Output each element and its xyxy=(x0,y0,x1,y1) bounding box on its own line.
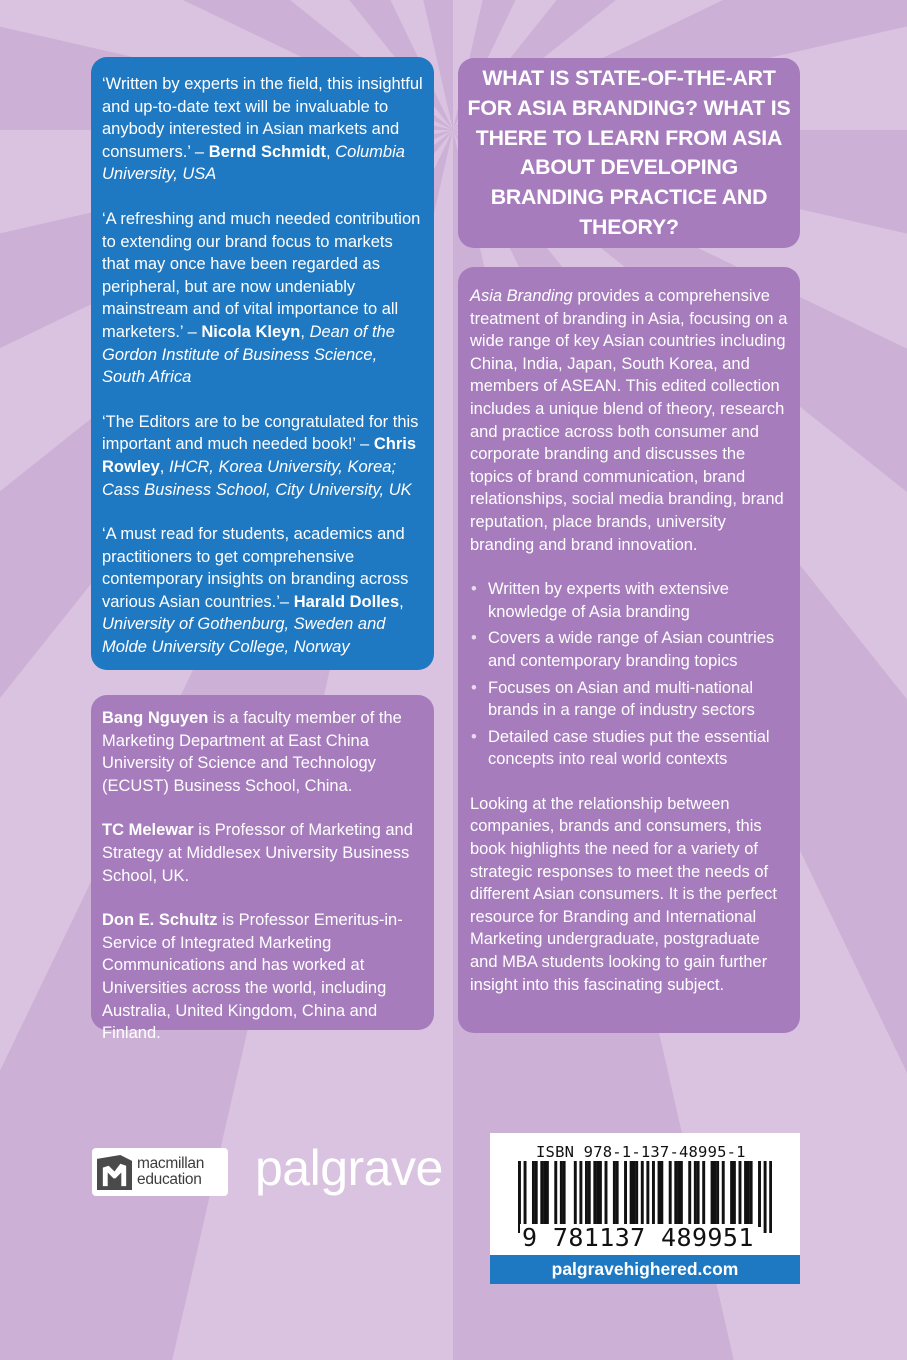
barcode-bar xyxy=(518,1161,521,1233)
endorser-affiliation: Dean of the Gordon Institute of Business Science, South Africa xyxy=(102,322,395,387)
endorser-affiliation: University of Gothenburg, Sweden and Molde University College, Norway xyxy=(102,615,386,657)
description-intro: Asia Branding provides a comprehensive treatment of branding in Asia, focusing on a wide range of key Asian countries including China, India, Japan, South Korea, and members of ASEAN. This edited collection includes a unique blend of theory, research and practice across both consumer and corporate branding and discusses the topics of brand communication, brand relationships, social media branding, brand reputation, place brands, university branding and brand innovation. xyxy=(470,287,788,554)
endorser-name: Nicola Kleyn xyxy=(201,322,301,341)
barcode-bar xyxy=(747,1161,750,1227)
endorser-affiliation: IHCR, Korea University, Korea; Cass Business School, City University, UK xyxy=(102,457,412,499)
barcode-bar xyxy=(744,1161,747,1227)
macmillan-m-icon xyxy=(97,1155,132,1190)
barcode-bar xyxy=(669,1161,672,1227)
barcode-bar xyxy=(730,1161,733,1227)
description-panel xyxy=(458,267,800,1033)
barcode-bar xyxy=(702,1161,705,1227)
endorsement-quote: ‘Written by experts in the field, this insightful and up-to-date text will be invaluable to anybody interested in Asian markets and consumers.’ – Bernd Schmidt, Columbia University, USA xyxy=(102,75,423,184)
barcode-bar xyxy=(605,1161,608,1227)
barcode-bar xyxy=(616,1161,619,1227)
barcode-bar xyxy=(716,1161,719,1227)
feature-item: • Covers a wide range of Asian countries and contemporary branding topics xyxy=(470,627,790,672)
barcode-bar xyxy=(585,1161,588,1227)
barcode-bar xyxy=(635,1161,638,1227)
feature-item: • Written by experts with extensive knowledge of Asia branding xyxy=(470,578,790,623)
endorser-name: Harald Dolles xyxy=(293,592,400,611)
barcode-bar xyxy=(588,1161,591,1227)
barcode-bar xyxy=(652,1161,655,1227)
endorser-name: Chris Rowley xyxy=(102,435,417,476)
barcode-bar xyxy=(697,1161,700,1227)
barcode-bar xyxy=(532,1161,535,1227)
barcode-bar xyxy=(613,1161,616,1227)
author-bio: TC Melewar is Professor of Marketing and Strategy at Middlesex University Business School, UK. xyxy=(102,821,413,885)
barcode-bar xyxy=(694,1161,697,1227)
barcode-bar xyxy=(574,1161,577,1227)
feature-item: • Focuses on Asian and multi-national brands in a range of industry sectors xyxy=(470,677,790,722)
author-bio: Don E. Schultz is Professor Emeritus-in-Service of Integrated Marketing Communications and has worked at Universities across the world, including Australia, United Kingdom, China and Finland. xyxy=(102,911,403,1043)
barcode-bar xyxy=(624,1161,627,1227)
feature-list xyxy=(470,578,790,771)
barcode-bar xyxy=(563,1161,566,1227)
barcode-bar xyxy=(674,1161,677,1227)
education-wordmark: education xyxy=(137,1171,202,1188)
author-name: Don E. Schultz xyxy=(102,911,218,930)
macmillan-wordmark: macmillan xyxy=(137,1155,205,1172)
feature-item: • Detailed case studies put the essential concepts into real world contexts xyxy=(470,726,790,771)
description-closing: Looking at the relationship between companies, brands and consumers, this book highlights the need for a variety of strategic responses to meet the needs of different Asian consumers. It is the perfect resource for Branding and International Marketing undergraduate, postgraduate and MBA students looking to gain further insight into this fascinating subject. xyxy=(470,794,777,994)
barcode-bar xyxy=(739,1161,742,1227)
barcode-bar xyxy=(540,1161,543,1227)
barcode-bar xyxy=(660,1161,663,1227)
barcode-bar xyxy=(560,1161,563,1227)
headline: WHAT IS STATE-OF-THE-ART FOR ASIA BRANDING? WHAT IS THERE TO LEARN FROM ASIA ABOUT DEVELOPING BRANDING PRACTICE AND THEORY? xyxy=(467,66,791,239)
barcode-bar xyxy=(764,1161,767,1233)
barcode xyxy=(490,1133,800,1255)
barcode-bar xyxy=(535,1161,538,1227)
endorser-affiliation: Columbia University, USA xyxy=(102,142,405,184)
macmillan-education-logo xyxy=(92,1148,228,1196)
author-bio: Bang Nguyen is a faculty member of the Marketing Department at East China University of Science and Technology (ECUST) Business School, China. xyxy=(102,709,402,795)
barcode-bar xyxy=(680,1161,683,1227)
barcode-bar xyxy=(593,1161,596,1227)
book-title: Asia Branding xyxy=(470,287,573,305)
barcode-bar xyxy=(641,1161,644,1227)
barcode-bar xyxy=(543,1161,546,1227)
endorsements-panel xyxy=(91,57,434,670)
barcode-bar xyxy=(758,1161,761,1227)
barcode-bar xyxy=(546,1161,549,1227)
isbn: ISBN 978-1-137-48995-1 xyxy=(536,1143,746,1161)
endorsement-quote: ‘A refreshing and much needed contribution to extending our brand focus to markets that may once have been regarded as peripheral, but are now undeniably mainstream and of vital importance to all marketers.’ – Nicola Kleyn, Dean of the Gordon Institute of Business Science, South Africa xyxy=(102,209,421,387)
website-link[interactable]: palgravehighered.com xyxy=(490,1255,800,1284)
barcode-bar xyxy=(599,1161,602,1227)
barcode-bar xyxy=(579,1161,582,1227)
authors-panel xyxy=(91,695,434,1043)
author-name: Bang Nguyen xyxy=(102,709,209,727)
barcode-bar xyxy=(554,1161,557,1227)
barcode-bar xyxy=(632,1161,635,1227)
endorser-name: Bernd Schmidt xyxy=(208,142,327,161)
barcode-bar xyxy=(713,1161,716,1227)
barcode-bar xyxy=(722,1161,725,1227)
barcode-bar xyxy=(630,1161,633,1227)
barcode-bar xyxy=(646,1161,649,1227)
headline-panel xyxy=(458,58,800,248)
author-name: TC Melewar xyxy=(102,821,194,840)
barcode-bar xyxy=(677,1161,680,1227)
barcode-bar xyxy=(750,1161,753,1227)
barcode-bar xyxy=(658,1161,661,1227)
barcode-bar xyxy=(733,1161,736,1227)
endorsement-quote: ‘A must read for students, academics and practitioners to get comprehensive contemporary insights on branding across various Asian countries.’– Harald Dolles, University of Gothenburg, Sweden and Molde University College, Norway xyxy=(102,525,409,657)
endorsement-quote: ‘The Editors are to be congratulated for this important and much needed book!’ – Chris Rowley, IHCR, Korea University, Korea; Cass Business School, City University, UK xyxy=(102,412,419,499)
barcode-bar xyxy=(596,1161,599,1227)
barcode-bar xyxy=(769,1161,772,1233)
barcode-bar xyxy=(711,1161,714,1227)
barcode-number: 9 781137 489951 xyxy=(522,1223,754,1252)
palgrave-logo: palgrave xyxy=(255,1140,443,1196)
barcode-bar xyxy=(688,1161,691,1227)
